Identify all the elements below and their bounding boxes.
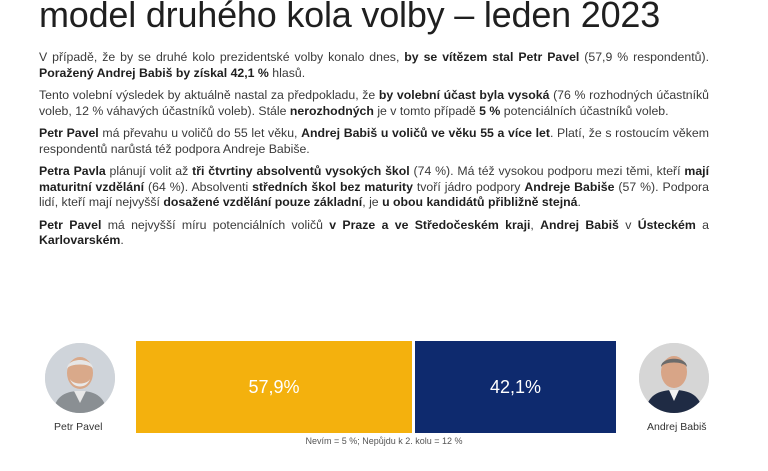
bar-andrej-babis xyxy=(415,341,616,433)
body-text xyxy=(39,50,709,256)
candidate-name-left: Petr Pavel xyxy=(54,421,103,433)
paragraph-3: Petr Pavel má převahu u voličů do 55 let věku, Andrej Babiš u voličů ve věku 55 a více let. Platí, že s rostoucím věkem respondentů narůstá též podpora Andreje Babiše. xyxy=(39,126,709,156)
bar-label-petr-pavel: 57,9% xyxy=(248,376,300,397)
avatar-petr-pavel xyxy=(45,343,115,413)
avatar-andrej-babis xyxy=(639,343,709,413)
candidate-name-right: Andrej Babiš xyxy=(647,421,707,433)
paragraph-1: V případě, že by se druhé kolo prezidentské volby konalo dnes, by se vítězem stal Petr Pavel (57,9 % respondentů). Poražený Andrej Babiš by získal 42,1 % hlasů. xyxy=(39,50,709,80)
bar-label-andrej-babis: 42,1% xyxy=(489,376,542,397)
paragraph-4: Petra Pavla plánují volit až tři čtvrtiny absolventů vysokých škol (74 %). Má též vysokou podporu mezi těmi, kteří mají maturitní vzdělání (64 %). Absolventi středních škol bez maturity tvoří jádro podpory Andreje Babiše (57 %). Podpora lidí, kteří mají nejvyšší dosažené vzdělání pouze základní, je u obou kandidátů přibližně stejná. xyxy=(39,164,710,209)
page-title: model druhého kola volby – leden 2023 xyxy=(39,0,661,35)
bar-petr-pavel xyxy=(136,341,412,433)
footnote: Nevím = 5 %; Nepůjdu k 2. kolu = 12 % xyxy=(305,436,463,446)
paragraph-2: Tento volební výsledek by aktuálně nastal za předpokladu, že by volební účast byla vysoká (76 % rozhodných účastníků voleb, 12 % váhavých účastníků voleb). Stále nerozhodných je v tomto případě 5 % potenciálních účastníků voleb. xyxy=(39,88,709,118)
paragraph-5: Petr Pavel má nejvyšší míru potenciálních voličů v Praze a ve Středočeském kraji, Andrej Babiš v Ústeckém a Karlovarském. xyxy=(39,217,709,247)
